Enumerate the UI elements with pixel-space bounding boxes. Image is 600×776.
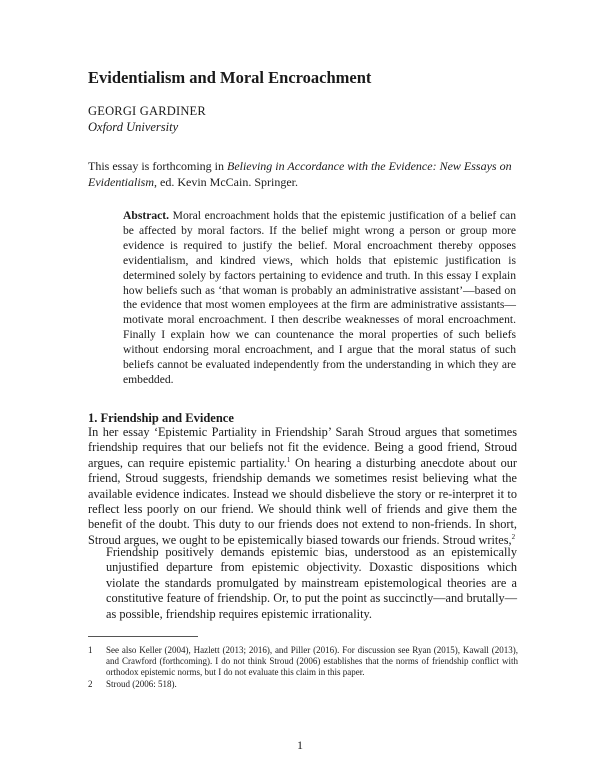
author-name: GEORGI GARDINER (88, 104, 206, 118)
footnote-text: See also Keller (2004), Hazlett (2013; 2016), and Piller (2016). For discussion see Ryan (2015), Kawall (2013), and Crawford (forthcoming). I do not think Stroud (2006) establishes that the norms of friendship conflict with orthodox epistemic norms, but I do not evaluate this claim in this paper. (106, 645, 518, 677)
paragraph-part-b: On hearing a disturbing anecdote about our friend, Stroud suggests, friendship demands we sometimes resist believing what the available evidence indicates. Instead we should disbelieve the story or re-interpret it to reflect less poorly on our friend. We should think well of friends and give them the benefit of the doubt. This duty to our friends does not extend to non-friends. In short, Stroud argues, we ought to be epistemically biased towards our friends. Stroud writes, (88, 455, 517, 547)
author-affiliation: Oxford University (88, 120, 179, 134)
footnote-ref-1[interactable]: 1 (286, 455, 291, 464)
abstract-label: Abstract. (123, 209, 170, 222)
footnote (88, 679, 518, 690)
footnote-ref-2[interactable]: 2 (511, 532, 516, 541)
section-heading: 1. Friendship and Evidence (88, 411, 234, 425)
footnote-number: 2 (88, 679, 93, 689)
paper-title: Evidentialism and Moral Encroachment (88, 68, 372, 87)
pubnote-book-title: Believing in Accordance with the Evidence: New Essays on Evidentialism (88, 159, 512, 189)
footnote-text: Stroud (2006: 518). (106, 679, 177, 689)
page-number: 1 (297, 738, 303, 752)
abstract (123, 209, 516, 388)
publication-note (88, 158, 518, 190)
body-paragraph (88, 425, 517, 548)
footnote-number: 1 (88, 645, 93, 655)
footnote (88, 645, 518, 678)
paragraph-part-a: In her essay ‘Epistemic Partiality in Friendship’ Sarah Stroud argues that sometimes friendship requires that our beliefs not fit the evidence. Being a good friend, Stroud argues, can require epistemic partiality. (88, 425, 517, 470)
abstract-text: Moral encroachment holds that the epistemic justification of a belief can be affected by moral factors. If the belief might wrong a person or group more evidence is required to justify the belief. Moral encroachment thereby opposes evidentialism, and kindred views, which holds that epistemic justification is determined solely by factors pertaining to evidence and truth. In this essay I explain how beliefs such as ‘that woman is probably an administrative assistant’—based on the evidence that most women employees at the firm are administrative assistants—motivate moral encroachment. I then describe weaknesses of moral encroachment. Finally I explain how we can countenance the moral properties of such beliefs without endorsing moral encroachment, and I argue that the moral status of such beliefs cannot be evaluated independently from the understanding in which they are embedded. (123, 209, 516, 386)
pubnote-suffix: , ed. Kevin McCain. Springer. (154, 175, 298, 189)
footnote-divider (88, 636, 198, 637)
block-quote: Friendship positively demands epistemic bias, understood as an epistemically unjustified departure from epistemic objectivity. Doxastic dispositions which violate the standards promulgated by mainstream epistemological theories are a constitutive feature of friendship. Or, to put the point as succinctly—and brutally—as possible, friendship requires epistemic irrationality. (106, 545, 517, 621)
pubnote-prefix: This essay is forthcoming in (88, 159, 227, 173)
